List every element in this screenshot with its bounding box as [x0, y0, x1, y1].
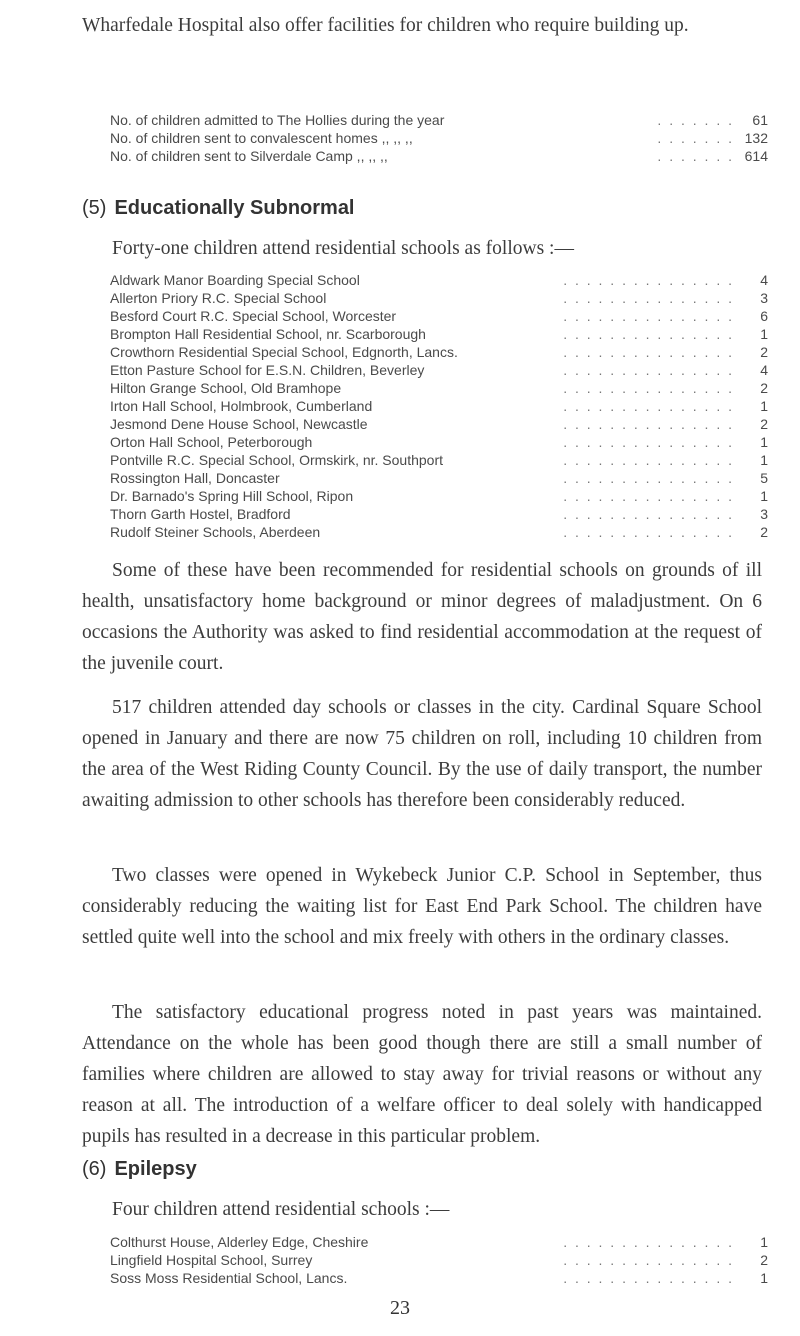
leader-dots: . . . . . . . . . . . . . . . — [563, 488, 734, 504]
leader-dots: . . . . . . . — [657, 148, 734, 164]
school-row — [110, 344, 768, 362]
school-row — [110, 488, 768, 506]
school-row — [110, 308, 768, 326]
leader-dots: . . . . . . . . . . . . . . . — [563, 434, 734, 450]
school-name: Lingfield Hospital School, Surrey — [110, 1252, 313, 1268]
body-paragraph: Two classes were opened in Wykebeck Junior C.P. School in September, thus considerably reducing the waiting list for East End Park School. The children have settled quite well into the school and mix freely with others in the ordinary classes. — [82, 865, 762, 948]
school-count: 2 — [760, 1252, 768, 1268]
school-row — [110, 434, 768, 452]
school-name: Rudolf Steiner Schools, Aberdeen — [110, 524, 321, 540]
school-name: Dr. Barnado's Spring Hill School, Ripon — [110, 488, 354, 504]
school-count: 1 — [760, 1270, 768, 1286]
stat-label: No. of children sent to convalescent homes ,, ,, ,, — [110, 130, 413, 146]
leader-dots: . . . . . . . . . . . . . . . — [563, 272, 734, 288]
hospital-stats-list — [110, 112, 768, 166]
leader-dots: . . . . . . . . . . . . . . . — [563, 326, 734, 342]
leader-dots: . . . . . . . . . . . . . . . — [563, 362, 734, 378]
section-title: Educationally Subnormal — [114, 197, 355, 219]
school-row — [110, 506, 768, 524]
school-count: 1 — [760, 488, 768, 504]
school-name: Thorn Garth Hostel, Bradford — [110, 506, 291, 522]
section-intro: Forty-one children attend residential schools as follows :— — [112, 238, 574, 259]
epilepsy-school-list — [110, 1234, 768, 1288]
page-number: 23 — [390, 1297, 410, 1319]
school-name: Crowthorn Residential Special School, Edgnorth, Lancs. — [110, 344, 458, 360]
stat-label: No. of children sent to Silverdale Camp ,, ,, ,, — [110, 148, 388, 164]
school-name: Irton Hall School, Holmbrook, Cumberland — [110, 398, 373, 414]
school-row — [110, 1252, 768, 1270]
leader-dots: . . . . . . . . . . . . . . . — [563, 1270, 734, 1286]
school-name: Brompton Hall Residential School, nr. Scarborough — [110, 326, 426, 342]
school-count: 1 — [760, 434, 768, 450]
school-name: Hilton Grange School, Old Bramhope — [110, 380, 342, 396]
body-paragraph: Some of these have been recommended for residential schools on grounds of ill health, unsatisfactory home background or minor degrees of maladjustment. On 6 occasions the Authority was asked to find residential accommodation at the request of the juvenile court. — [82, 560, 762, 674]
leader-dots: . . . . . . . — [657, 130, 734, 146]
leader-dots: . . . . . . . . . . . . . . . — [563, 398, 734, 414]
school-row — [110, 470, 768, 488]
school-count: 1 — [760, 398, 768, 414]
body-paragraph: The satisfactory educational progress noted in past years was maintained. Attendance on the whole has been good though there are still a small number of families where children are allowed to stay away for trivial reasons or without any reason at all. The introduction of a welfare officer to deal solely with handicapped pupils has resulted in a decrease in this particular problem. — [82, 1002, 762, 1147]
school-count: 6 — [760, 308, 768, 324]
stat-value: 61 — [752, 112, 768, 128]
leader-dots: . . . . . . . . . . . . . . . — [563, 506, 734, 522]
residential-school-list — [110, 272, 768, 542]
leader-dots: . . . . . . . . . . . . . . . — [563, 290, 734, 306]
school-row — [110, 1234, 768, 1252]
body-paragraph: 517 children attended day schools or classes in the city. Cardinal Square School opened in January and there are now 75 children on roll, including 10 children from the area of the West Riding County Council. By the use of daily transport, the number awaiting admission to other schools has therefore been considerably reduced. — [82, 697, 762, 811]
school-row — [110, 362, 768, 380]
school-count: 1 — [760, 326, 768, 342]
section-heading — [82, 1158, 197, 1181]
school-name: Rossington Hall, Doncaster — [110, 470, 280, 486]
school-row — [110, 326, 768, 344]
school-row — [110, 398, 768, 416]
school-count: 3 — [760, 290, 768, 306]
leader-dots: . . . . . . . . . . . . . . . — [563, 470, 734, 486]
leader-dots: . . . . . . . . . . . . . . . — [563, 452, 734, 468]
school-name: Jesmond Dene House School, Newcastle — [110, 416, 368, 432]
stat-label: No. of children admitted to The Hollies during the year — [110, 112, 445, 128]
leader-dots: . . . . . . . . . . . . . . . — [563, 1234, 734, 1250]
school-row — [110, 272, 768, 290]
school-name: Soss Moss Residential School, Lancs. — [110, 1270, 348, 1286]
school-row — [110, 416, 768, 434]
intro-paragraph: Wharfedale Hospital also offer facilities for children who require building up. — [82, 15, 689, 36]
school-name: Colthurst House, Alderley Edge, Cheshire — [110, 1234, 369, 1250]
stat-row — [110, 148, 768, 166]
school-row — [110, 380, 768, 398]
school-count: 4 — [760, 272, 768, 288]
school-count: 2 — [760, 380, 768, 396]
school-count: 4 — [760, 362, 768, 378]
stat-row — [110, 130, 768, 148]
school-name: Etton Pasture School for E.S.N. Children, Beverley — [110, 362, 425, 378]
school-count: 1 — [760, 452, 768, 468]
school-name: Orton Hall School, Peterborough — [110, 434, 313, 450]
section-intro: Four children attend residential schools :— — [112, 1199, 450, 1220]
school-count: 2 — [760, 524, 768, 540]
school-name: Besford Court R.C. Special School, Worcester — [110, 308, 397, 324]
leader-dots: . . . . . . . . . . . . . . . — [563, 1252, 734, 1268]
school-count: 2 — [760, 344, 768, 360]
school-row — [110, 452, 768, 470]
school-count: 2 — [760, 416, 768, 432]
section-number: (6) — [82, 1158, 107, 1180]
school-count: 3 — [760, 506, 768, 522]
school-name: Aldwark Manor Boarding Special School — [110, 272, 360, 288]
school-row — [110, 290, 768, 308]
leader-dots: . . . . . . . . . . . . . . . — [563, 524, 734, 540]
leader-dots: . . . . . . . . . . . . . . . — [563, 416, 734, 432]
leader-dots: . . . . . . . . . . . . . . . — [563, 344, 734, 360]
stat-value: 132 — [744, 130, 768, 146]
school-count: 5 — [760, 470, 768, 486]
school-count: 1 — [760, 1234, 768, 1250]
section-title: Epilepsy — [114, 1158, 197, 1180]
school-name: Pontville R.C. Special School, Ormskirk, nr. Southport — [110, 452, 444, 468]
section-heading — [82, 197, 355, 220]
school-row — [110, 1270, 768, 1288]
leader-dots: . . . . . . . . . . . . . . . — [563, 308, 734, 324]
section-number: (5) — [82, 197, 107, 219]
leader-dots: . . . . . . . . . . . . . . . — [563, 380, 734, 396]
stat-row — [110, 112, 768, 130]
school-name: Allerton Priory R.C. Special School — [110, 290, 327, 306]
school-row — [110, 524, 768, 542]
leader-dots: . . . . . . . — [657, 112, 734, 128]
stat-value: 614 — [744, 148, 768, 164]
